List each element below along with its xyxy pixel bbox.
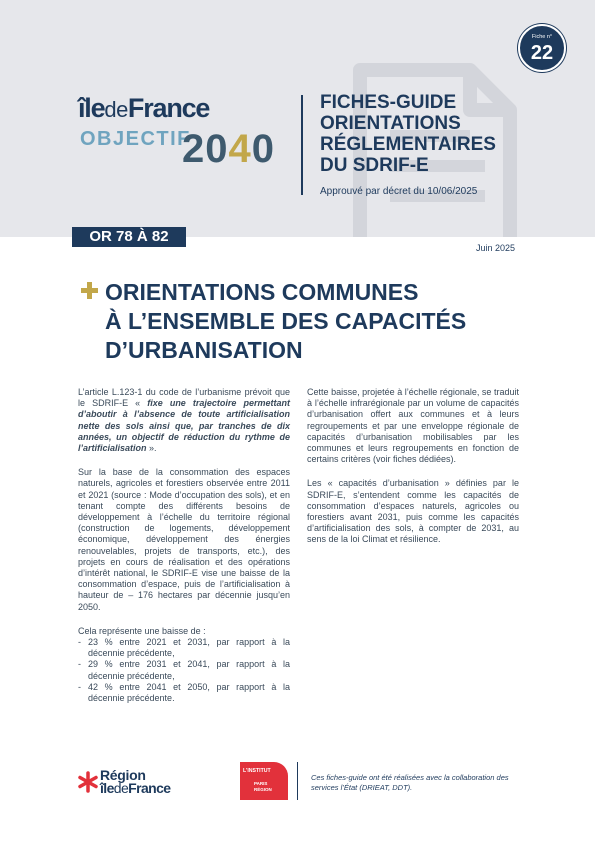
logo-france: France: [127, 93, 210, 123]
reduction-list: [78, 637, 290, 704]
right-column: [307, 387, 519, 559]
list-item: - 42 % entre 2041 et 2050, par rapport à la décennie précédente.: [78, 682, 290, 704]
institut-region: RÉGION: [254, 787, 272, 792]
header-divider: [301, 95, 303, 195]
paragraph-text: ».: [146, 443, 157, 454]
orientation-range-badge: OR 78 À 82: [72, 227, 186, 247]
logo-objectif: OBJECTIF: [80, 128, 191, 150]
page-title-line: À L’ENSEMBLE DES CAPACITÉS: [105, 308, 467, 334]
header-band: [0, 0, 595, 237]
list-item: - 23 % entre 2021 et 2031, par rapport à la décennie précédente,: [78, 637, 290, 659]
guide-title-line: FICHES-GUIDE: [320, 92, 457, 113]
region-de: de: [113, 780, 129, 796]
reduction-intro: Cela représente une baisse de :: [78, 625, 206, 636]
paragraph-definition: Les « capacités d’urbanisation » définies par le SDRIF-E, s’entendent comme les capacités de consommation d’espaces naturels, agricoles ou forestiers avant 2031, puis comme les capacités d’artificialisation des sols, à compter de 2031, au sens de la loi Climat et résilience.: [307, 478, 519, 545]
plus-icon: [81, 282, 98, 299]
guide-title-line: RÉGLEMENTAIRES: [320, 134, 496, 155]
fiche-number: 22: [530, 42, 554, 64]
region-ile-de-france-logo: [78, 768, 198, 798]
logo-year-four: 4: [228, 127, 252, 171]
logo-year-end: 0: [251, 127, 275, 171]
approval-text: Approuvé par décret du 10/06/2025: [320, 186, 478, 197]
institut-paris: PARIS: [254, 781, 268, 786]
page-title-line: D’URBANISATION: [105, 337, 303, 363]
left-column: [78, 387, 290, 704]
logo-year: [182, 126, 275, 172]
ile-de-france-logo: [78, 92, 209, 126]
guide-title-line: ORIENTATIONS: [320, 113, 461, 134]
logo-de: de: [104, 97, 128, 122]
region-star-icon: [78, 770, 100, 794]
region-france: France: [128, 780, 171, 796]
logo-year-start: 20: [182, 127, 229, 171]
institut-paris-region-logo: [240, 762, 288, 800]
page-title: [105, 278, 545, 365]
footer-divider: [297, 762, 298, 800]
region-label: Région: [100, 767, 146, 783]
footer-credit: Ces fiches-guide ont été réalisées avec la collaboration des services l’État (DRIEAT, DDT).: [311, 773, 509, 792]
institut-label: L’INSTITUT: [243, 768, 271, 774]
page-title-line: ORIENTATIONS COMMUNES: [105, 279, 419, 305]
guide-title-line: DU SDRIF-E: [320, 155, 429, 176]
list-item: - 29 % entre 2031 et 2041, par rapport à la décennie précédente,: [78, 659, 290, 681]
paragraph-infraregional: Cette baisse, projetée à l’échelle régionale, se traduit à l’échelle infrarégionale par un volume de capacités d’urbanisation offert aux communes et à leurs regroupements et par une enveloppe régionale de capacités d’urbanisation mobilisables par les communes et leurs regroupements en fonction de certains critères (voir fiches dédiées).: [307, 387, 519, 465]
paragraph-article: [78, 387, 290, 454]
fiche-number-badge: [518, 24, 566, 72]
region-name: [100, 781, 170, 796]
guide-title: [320, 92, 496, 176]
publication-date: Juin 2025: [475, 243, 515, 253]
paragraph-consumption: Sur la base de la consommation des espaces naturels, agricoles et forestiers observée entre 2011 et 2021 (source : Mode d’occupation des sols), et en tenant compte des différents besoins de développement à l’échelle du territoire régional (construction de logements, développement économique, développement des énergies renouvelables, projets de transports, etc.), des projets en cours de réalisation et des opérations d’intérêt national, le SDRIF-E vise une baisse de la consommation d’espace, puis de l’artificialisation à hauteur de – 176 hectares par décennie jusqu’en 2050.: [78, 467, 290, 612]
region-ile: île: [100, 780, 114, 796]
paragraph-text: L’article L.123-1 du code de l’urbanisme prévoit que le SDRIF-E «: [78, 387, 290, 409]
fiche-label: Fiche n°: [531, 34, 553, 40]
quoted-emphasis: fixe une trajectoire permettant d’aboutir à l’absence de toute artificialisation nette des sols ainsi que, par tranches de dix années, un objectif de réduction du rythme de l’artificialisation: [78, 398, 290, 454]
logo-ile: île: [78, 93, 105, 123]
